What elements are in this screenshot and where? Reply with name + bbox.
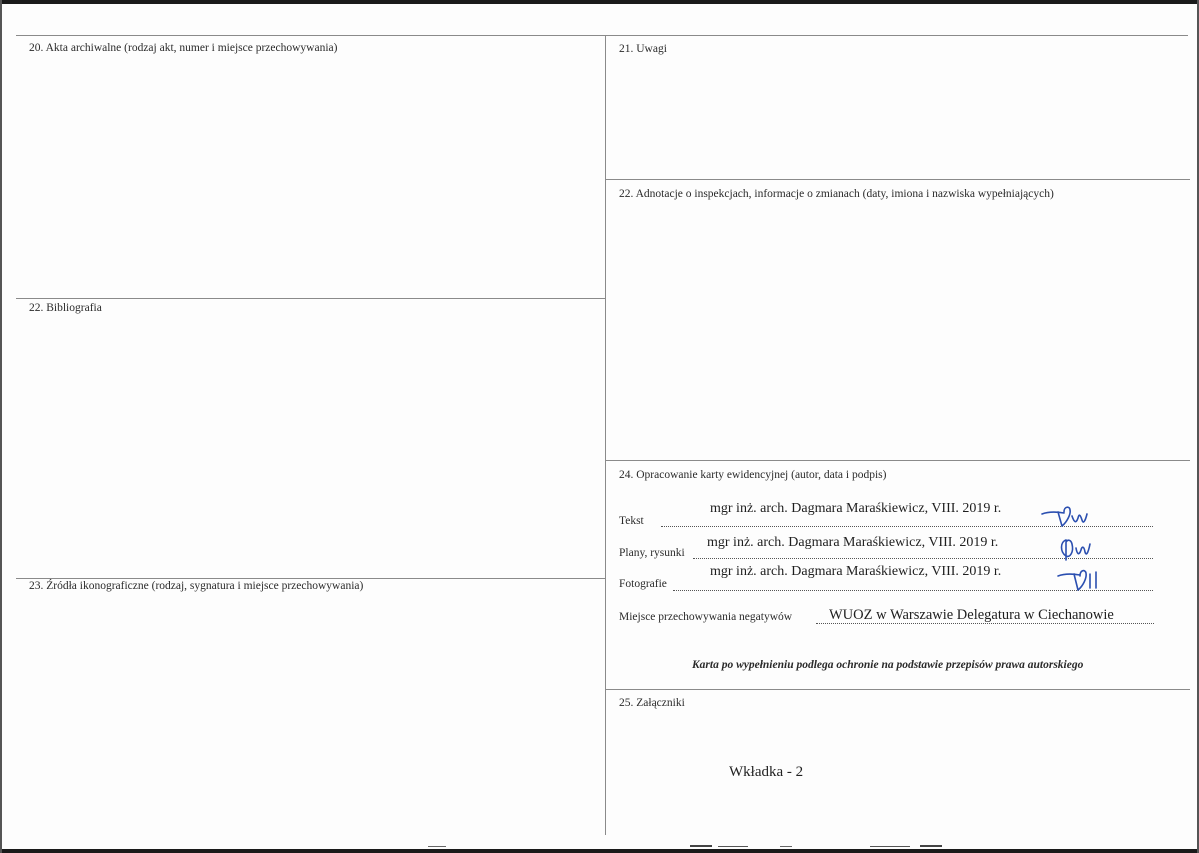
field-22-inspection-notes-label: 22. Adnotacje o inspekcjach, informacje o zmianach (daty, imiona i nazwiska wypełniających) (619, 188, 1054, 200)
handwritten-signature-icon (1056, 566, 1116, 596)
scan-noise (400, 843, 960, 849)
field-24-card-authorship-label: 24. Opracowanie karty ewidencyjnej (autor, data i podpis) (619, 469, 887, 481)
field-21-remarks-label: 21. Uwagi (619, 43, 667, 55)
drawings-row-label: Plany, rysunki (619, 547, 685, 559)
left-divider-1 (16, 298, 605, 299)
text-author-value: mgr inż. arch. Dagmara Maraśkiewicz, VIII. 2019 r. (710, 501, 1002, 516)
photos-row-label: Fotografie (619, 578, 667, 590)
insert-number-label: Wkładka - 2 (729, 764, 804, 780)
top-border-line (16, 35, 1188, 36)
negatives-location-label: Miejsce przechowywania negatywów (619, 611, 793, 623)
text-row-label: Tekst (619, 515, 644, 527)
column-divider (605, 35, 606, 835)
right-divider-3 (606, 689, 1190, 690)
scan-edge-top (0, 0, 1199, 4)
field-25-attachments-label: 25. Załączniki (619, 697, 685, 709)
field-23-iconographic-sources-label: 23. Źródła ikonograficzne (rodzaj, sygnatura i miejsce przechowywania) (29, 580, 364, 592)
drawings-author-value: mgr inż. arch. Dagmara Maraśkiewicz, VIII. 2019 r. (707, 535, 999, 550)
field-20-archival-records-label: 20. Akta archiwalne (rodzaj akt, numer i miejsce przechowywania) (29, 42, 338, 54)
field-22-bibliography-label: 22. Bibliografia (29, 302, 102, 314)
copyright-note: Karta po wypełnieniu podlega ochronie na podstawie przepisów prawa autorskiego (692, 659, 1084, 671)
left-divider-2 (16, 578, 605, 579)
scan-edge-left (0, 0, 2, 853)
right-divider-2 (606, 460, 1190, 461)
negatives-location-value: WUOZ w Warszawie Delegatura w Ciechanowie (829, 607, 1114, 623)
handwritten-signature-icon (1040, 502, 1100, 532)
handwritten-signature-icon (1058, 534, 1108, 564)
right-divider-1 (606, 179, 1190, 180)
scan-edge-bottom (0, 849, 1199, 853)
photos-author-value: mgr inż. arch. Dagmara Maraśkiewicz, VIII. 2019 r. (710, 564, 1002, 579)
